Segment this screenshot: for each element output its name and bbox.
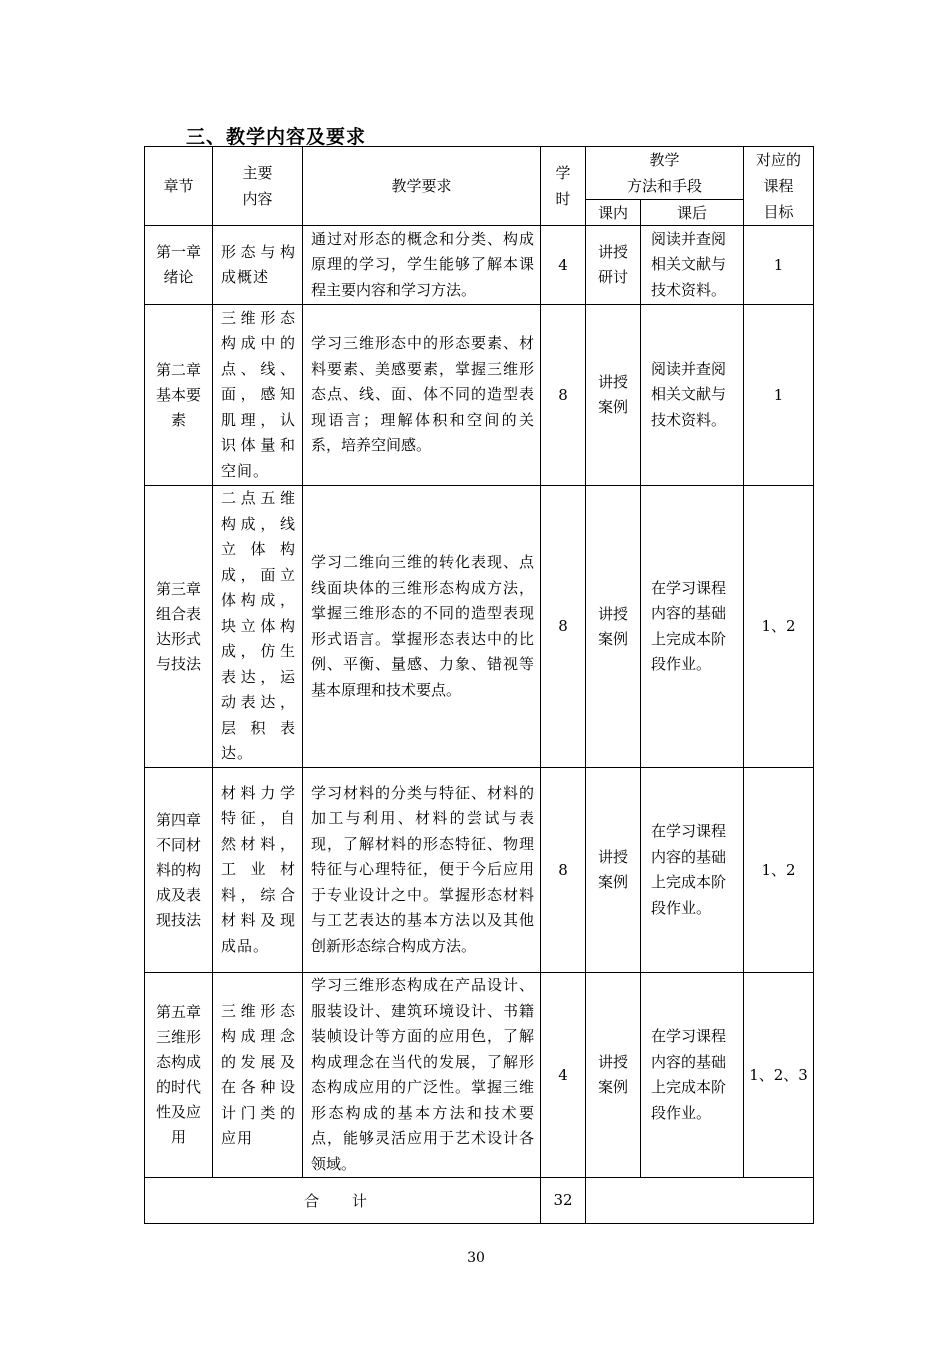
table-row bbox=[145, 973, 814, 1178]
table-row bbox=[145, 768, 814, 973]
after-class-cell: 在学习课程内容的基础上完成本阶段作业。 bbox=[641, 486, 744, 768]
requirement-cell: 学习三维形态构成在产品设计、服装设计、建筑环境设计、书籍装帧设计等方面的应用色，了解构成理念在当代的发展，了解形态构成应用的广泛性。掌握三维形态构成的基本方法和技术要点，能够灵活应用于艺术设计各领域。 bbox=[303, 973, 541, 1178]
total-empty-cell bbox=[586, 1178, 814, 1224]
objective-cell: 1、2 bbox=[744, 486, 814, 768]
in-class-cell: 讲授 案例 bbox=[586, 486, 641, 768]
hours-cell: 8 bbox=[541, 305, 586, 486]
total-row bbox=[145, 1178, 814, 1224]
objective-cell: 1、2 bbox=[744, 768, 814, 973]
total-hours: 32 bbox=[541, 1178, 586, 1224]
header-after-class: 课后 bbox=[641, 200, 744, 226]
chapter-cell: 第一章 绪论 bbox=[145, 226, 213, 305]
table-row bbox=[145, 305, 814, 486]
table-row bbox=[145, 226, 814, 305]
chapter-cell: 第五章 三维形 态构成 的时代 性及应 用 bbox=[145, 973, 213, 1178]
after-class-cell: 阅读并查阅相关文献与技术资料。 bbox=[641, 305, 744, 486]
in-class-cell: 讲授 研讨 bbox=[586, 226, 641, 305]
objective-cell: 1 bbox=[744, 305, 814, 486]
chapter-cell: 第三章 组合表 达形式 与技法 bbox=[145, 486, 213, 768]
header-chapter: 章节 bbox=[145, 147, 213, 226]
header-method: 教学 方法和手段 bbox=[586, 147, 744, 200]
content-cell: 材料力学特征，自然材料，工业材料，综合材料及现成品。 bbox=[213, 768, 303, 973]
total-label: 合 计 bbox=[145, 1178, 541, 1224]
content-cell: 三维形态构成理念的发展及在各种设计门类的应用 bbox=[213, 973, 303, 1178]
hours-cell: 8 bbox=[541, 768, 586, 973]
chapter-cell: 第二章 基本要 素 bbox=[145, 305, 213, 486]
requirement-cell: 学习三维形态中的形态要素、材料要素、美感要素，掌握三维形态点、线、面、体不同的造型表现语言；理解体积和空间的关系，培养空间感。 bbox=[303, 305, 541, 486]
requirement-cell: 通过对形态的概念和分类、构成原理的学习，学生能够了解本课程主要内容和学习方法。 bbox=[303, 226, 541, 305]
page-number: 30 bbox=[467, 1250, 485, 1266]
header-objective: 对应的 课程 目标 bbox=[744, 147, 814, 226]
header-main-content: 主要 内容 bbox=[213, 147, 303, 226]
table-row bbox=[145, 486, 814, 768]
teaching-content-table bbox=[144, 146, 814, 1224]
hours-cell: 8 bbox=[541, 486, 586, 768]
section-title: 三、教学内容及要求 bbox=[186, 126, 367, 148]
requirement-cell: 学习二维向三维的转化表现、点线面块体的三维形态构成方法，掌握三维形态的不同的造型表现形式语言。掌握形态表达中的比例、平衡、量感、力象、错视等基本原理和技术要点。 bbox=[303, 486, 541, 768]
after-class-cell: 在学习课程内容的基础上完成本阶段作业。 bbox=[641, 768, 744, 973]
header-requirements: 教学要求 bbox=[303, 147, 541, 226]
requirement-cell: 学习材料的分类与特征、材料的加工与利用、材料的尝试与表现，了解材料的形态特征、物理特征与心理特征，便于今后应用于专业设计之中。掌握形态材料与工艺表达的基本方法以及其他创新形态综合构成方法。 bbox=[303, 768, 541, 973]
in-class-cell: 讲授 案例 bbox=[586, 768, 641, 973]
content-cell: 形态与构成概述 bbox=[213, 226, 303, 305]
in-class-cell: 讲授 案例 bbox=[586, 973, 641, 1178]
hours-cell: 4 bbox=[541, 226, 586, 305]
header-hours: 学 时 bbox=[541, 147, 586, 226]
objective-cell: 1 bbox=[744, 226, 814, 305]
after-class-cell: 阅读并查阅相关文献与技术资料。 bbox=[641, 226, 744, 305]
objective-cell: 1、2、3 bbox=[744, 973, 814, 1178]
hours-cell: 4 bbox=[541, 973, 586, 1178]
after-class-cell: 在学习课程内容的基础上完成本阶段作业。 bbox=[641, 973, 744, 1178]
header-in-class: 课内 bbox=[586, 200, 641, 226]
chapter-cell: 第四章 不同材 料的构 成及表 现技法 bbox=[145, 768, 213, 973]
in-class-cell: 讲授 案例 bbox=[586, 305, 641, 486]
content-cell: 三维形态构成中的点、线、面，感知肌理，认识体量和空间。 bbox=[213, 305, 303, 486]
content-cell: 二点五维构成，线立体构成，面立体构成，块立体构成，仿生表达，运动表达，层积表达。 bbox=[213, 486, 303, 768]
